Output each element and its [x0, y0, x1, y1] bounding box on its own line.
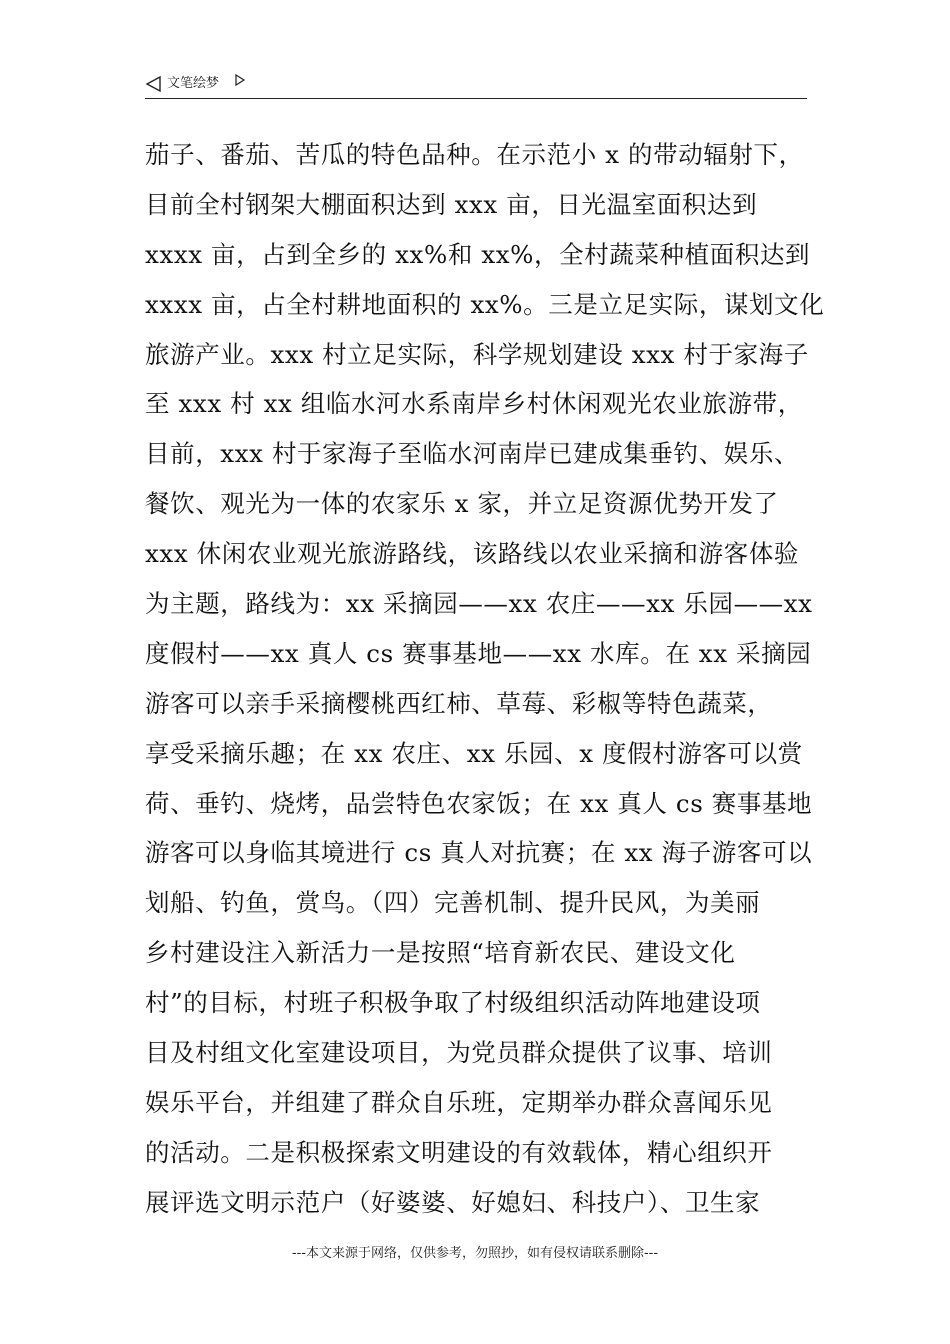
- text-line: 茄子、番茄、苦瓜的特色品种。在示范小 x 的带动辐射下，: [145, 140, 804, 169]
- text-line: 餐饮、观光为一体的农家乐 x 家，并立足资源优势开发了: [145, 489, 779, 519]
- text-line: xxxx 亩，占全村耕地面积的 xx%。三是立足实际，谋划文化: [145, 289, 825, 319]
- text-line: 度假村——xx 真人 cs 赛事基地——xx 水库。在 xx 采摘园: [145, 638, 812, 668]
- text-line: 为主题，路线为：xx 采摘园——xx 农庄——xx 乐园——xx: [145, 589, 813, 619]
- document-body: [145, 130, 825, 1228]
- text-line: 享受采摘乐趣；在 xx 农庄、xx 乐园、x 度假村游客可以赏: [145, 738, 803, 768]
- text-line: 展评选文明示范户（好婆婆、好媳妇、科技户）、卫生家: [145, 1187, 761, 1217]
- text-line: 游客可以身临其境进行 cs 真人对抗赛；在 xx 海子游客可以: [145, 838, 813, 868]
- text-line: 村”的目标，村班子积极争取了村级组织活动阵地建设项: [145, 988, 761, 1018]
- text-line: 乡村建设注入新活力一是按照“培育新农民、建设文化: [145, 938, 736, 968]
- triangle-right-icon: [234, 72, 246, 88]
- text-line: 至 xxx 村 xx 组临水河水系南岸乡村休闲观光农业旅游带，: [145, 389, 803, 419]
- text-line: xxx 休闲农业观光旅游路线，该路线以农业采摘和游客体验: [145, 539, 800, 569]
- text-line: 目及村组文化室建设项目，为党员群众提供了议事、培训: [145, 1038, 773, 1068]
- footer-disclaimer: ---本文来源于网络，仅供参考，勿照抄，如有侵权请联系删除---: [291, 1246, 659, 1261]
- text-line: xxxx 亩，占到全乡的 xx%和 xx%，全村蔬菜种植面积达到: [145, 239, 811, 269]
- text-line: 娱乐平台，并组建了群众自乐班，定期举办群众喜闻乐见: [145, 1087, 773, 1117]
- text-line: 目前，xxx 村于家海子至临水河南岸已建成集垂钓、娱乐、: [145, 439, 800, 469]
- text-line: 的活动。二是积极探索文明建设的有效载体，精心组织开: [145, 1137, 773, 1167]
- text-line: 荷、垂钓、烧烤，品尝特色农家饭；在 xx 真人 cs 赛事基地: [145, 788, 813, 818]
- text-line: 旅游产业。xxx 村立足实际，科学规划建设 xxx 村于家海子: [145, 339, 809, 369]
- header-title: 文笔绘梦: [167, 76, 220, 91]
- page-header: [145, 72, 807, 99]
- text-line: 游客可以亲手采摘樱桃西红柿、草莓、彩椒等特色蔬菜，: [145, 688, 773, 718]
- triangle-left-icon: [145, 74, 163, 94]
- text-line: 目前全村钢架大棚面积达到 xxx 亩，日光温室面积达到: [145, 189, 758, 219]
- text-line: 划船、钓鱼，赏鸟。（四）完善机制、提升民风，为美丽: [145, 888, 761, 918]
